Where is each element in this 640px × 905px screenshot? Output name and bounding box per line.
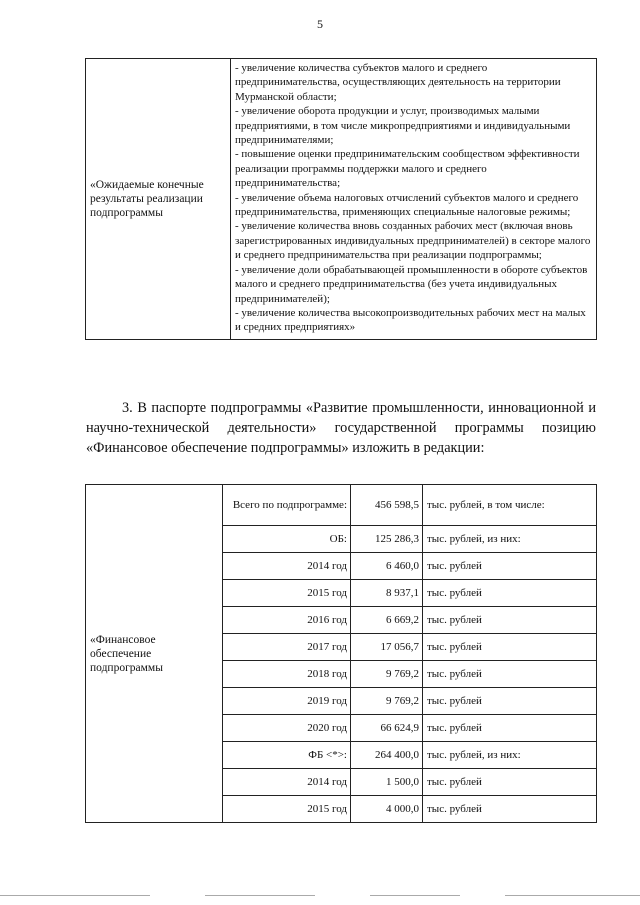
list-item: - увеличение оборота продукции и услуг, производимых малыми предприятиями, в том числе микропредприятиями и индивидуальными предпринимателями; (235, 105, 571, 147)
footer-rule (0, 895, 640, 899)
row-unit: тыс. рублей (423, 769, 597, 796)
table-row (86, 59, 597, 340)
row-unit: тыс. рублей, в том числе: (423, 485, 597, 526)
row-value: 17 056,7 (351, 634, 423, 661)
page-number: 5 (317, 17, 323, 31)
row-unit: тыс. рублей (423, 688, 597, 715)
amendment-paragraph (86, 398, 596, 458)
row-label: 2015 год (223, 796, 351, 823)
row-label: ФБ <*>: (223, 742, 351, 769)
financing-label: «Финансовое обеспечение подпрограммы (86, 485, 223, 823)
expected-results-label: «Ожидаемые конечные результаты реализации подпрограммы (86, 59, 231, 340)
expected-results-list (231, 59, 597, 340)
row-unit: тыс. рублей (423, 607, 597, 634)
row-unit: тыс. рублей (423, 553, 597, 580)
list-item: - увеличение количества высокопроизводительных рабочих мест на малых и средних предприятиях» (235, 306, 586, 334)
row-value: 9 769,2 (351, 688, 423, 715)
row-value: 4 000,0 (351, 796, 423, 823)
row-label: 2017 год (223, 634, 351, 661)
row-label: 2014 год (223, 553, 351, 580)
row-unit: тыс. рублей (423, 634, 597, 661)
paragraph-text: В паспорте подпрограммы «Развитие промышленности, инновационной и научно-технической деятельности» государственной программы позицию «Финансовое обеспечение подпрограммы» изложить в редакции: (86, 400, 596, 456)
row-label: 2015 год (223, 580, 351, 607)
table-row (86, 485, 597, 526)
row-value: 456 598,5 (351, 485, 423, 526)
list-item: - повышение оценки предпринимательским сообществом эффективности реализации программы поддержки малого и среднего предпринимательства; (235, 148, 580, 190)
list-item: - увеличение доли обрабатывающей промышленности в обороте субъектов малого и среднего предпринимательства (без учета индивидуальных предпринимателей); (235, 263, 588, 305)
row-value: 1 500,0 (351, 769, 423, 796)
row-label: 2014 год (223, 769, 351, 796)
list-item: - увеличение количества вновь созданных рабочих мест (включая вновь зарегистрированных индивидуальных предпринимателей) в секторе малого и среднего предпринимательства при реализации подпрограммы; (235, 220, 591, 262)
row-value: 9 769,2 (351, 661, 423, 688)
row-value: 264 400,0 (351, 742, 423, 769)
row-label: 2016 год (223, 607, 351, 634)
row-unit: тыс. рублей (423, 580, 597, 607)
row-label: Всего по подпрограмме: (223, 485, 351, 526)
financing-table (85, 484, 597, 823)
row-value: 8 937,1 (351, 580, 423, 607)
row-unit: тыс. рублей (423, 661, 597, 688)
paragraph-number: 3. (122, 400, 133, 416)
row-value: 6 669,2 (351, 607, 423, 634)
list-item: - увеличение количества субъектов малого и среднего предпринимательства, осуществляющих деятельность на территории Мурманской области; (235, 62, 561, 103)
row-unit: тыс. рублей, из них: (423, 526, 597, 553)
expected-results-table (85, 58, 597, 340)
row-label: 2020 год (223, 715, 351, 742)
row-value: 125 286,3 (351, 526, 423, 553)
row-label: 2018 год (223, 661, 351, 688)
row-unit: тыс. рублей (423, 796, 597, 823)
list-item: - увеличение объема налоговых отчислений субъектов малого и среднего предпринимательства, применяющих специальные налоговые режимы; (235, 191, 579, 219)
row-unit: тыс. рублей, из них: (423, 742, 597, 769)
row-unit: тыс. рублей (423, 715, 597, 742)
row-value: 6 460,0 (351, 553, 423, 580)
row-label: 2019 год (223, 688, 351, 715)
row-value: 66 624,9 (351, 715, 423, 742)
row-label: ОБ: (223, 526, 351, 553)
